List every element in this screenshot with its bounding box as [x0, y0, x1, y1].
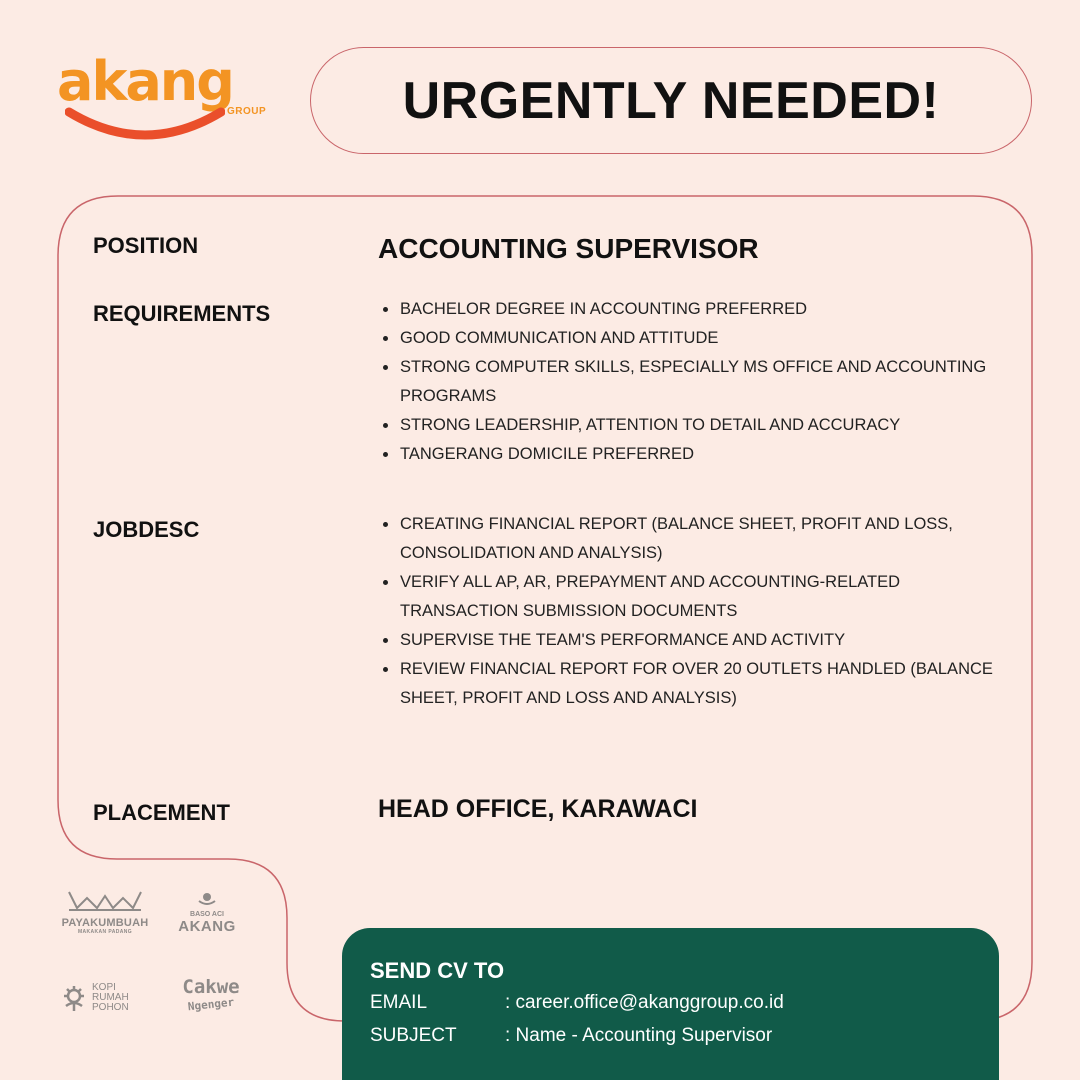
tree-icon [60, 984, 88, 1012]
email-label: EMAIL [370, 992, 428, 1013]
headline-pill [310, 47, 1032, 154]
chef-icon [196, 892, 218, 906]
placement-label: PLACEMENT [93, 800, 230, 825]
jobdesc-list [380, 510, 1000, 713]
subject-label: SUBJECT [370, 1025, 457, 1046]
baso-aci-logo [176, 892, 238, 935]
headline: URGENTLY NEEDED! [402, 71, 940, 130]
subject-value: : Name - Accounting Supervisor [505, 1025, 773, 1046]
logo-sub: GROUP [227, 106, 267, 117]
email-value[interactable]: : career.office@akanggroup.co.id [505, 992, 784, 1013]
list-item: BACHELOR DEGREE IN ACCOUNTING PREFERRED [380, 295, 1000, 324]
list-item: STRONG COMPUTER SKILLS, ESPECIALLY MS OFFICE AND ACCOUNTING PROGRAMS [380, 353, 1000, 411]
baso-aci-top: BASO ACI [190, 911, 224, 918]
payakumbuah-name: PAYAKUMBUAH [61, 917, 149, 929]
kopi-line1: KOPI [92, 982, 116, 993]
kopi-line3: POHON [92, 1002, 129, 1013]
placement-value: HEAD OFFICE, KARAWACI [378, 795, 698, 823]
payakumbuah-logo [60, 890, 150, 935]
kopi-line2: RUMAH [92, 992, 129, 1003]
requirements-label: REQUIREMENTS [93, 301, 271, 326]
list-item: REVIEW FINANCIAL REPORT FOR OVER 20 OUTLETS HANDLED (BALANCE SHEET, PROFIT AND LOSS AND ANALYSIS) [380, 655, 1000, 713]
jobdesc-label: JOBDESC [93, 517, 200, 542]
logo-wordmark: akang [57, 50, 233, 113]
send-cv-title: SEND CV TO [370, 958, 505, 983]
payakumbuah-tagline: MAKAKAN PADANG [77, 929, 133, 935]
list-item: STRONG LEADERSHIP, ATTENTION TO DETAIL AND ACCURACY [380, 411, 1000, 440]
position-label: POSITION [93, 233, 199, 258]
cakwe-ngenger-logo [174, 976, 248, 1014]
list-item: GOOD COMMUNICATION AND ATTITUDE [380, 324, 1000, 353]
kopi-rumah-pohon-logo [60, 983, 150, 1013]
sub-brand-logos [58, 888, 258, 1028]
position-value: ACCOUNTING SUPERVISOR [378, 233, 759, 264]
list-item: TANGERANG DOMICILE PREFERRED [380, 440, 1000, 469]
list-item: VERIFY ALL AP, AR, PREPAYMENT AND ACCOUNTING-RELATED TRANSACTION SUBMISSION DOCUMENTS [380, 568, 1000, 626]
requirements-list [380, 295, 1000, 469]
list-item: SUPERVISE THE TEAM'S PERFORMANCE AND ACTIVITY [380, 626, 1000, 655]
cakwe-line2: Ngenger [187, 995, 235, 1014]
cakwe-line1: Cakwe [182, 976, 240, 998]
akang-group-logo [55, 50, 270, 138]
send-cv-card [342, 928, 999, 1080]
roof-icon [67, 890, 143, 912]
list-item: CREATING FINANCIAL REPORT (BALANCE SHEET, PROFIT AND LOSS, CONSOLIDATION AND ANALYSIS) [380, 510, 1000, 568]
logo-smile-icon [65, 106, 225, 142]
baso-aci-name: AKANG [178, 918, 236, 935]
